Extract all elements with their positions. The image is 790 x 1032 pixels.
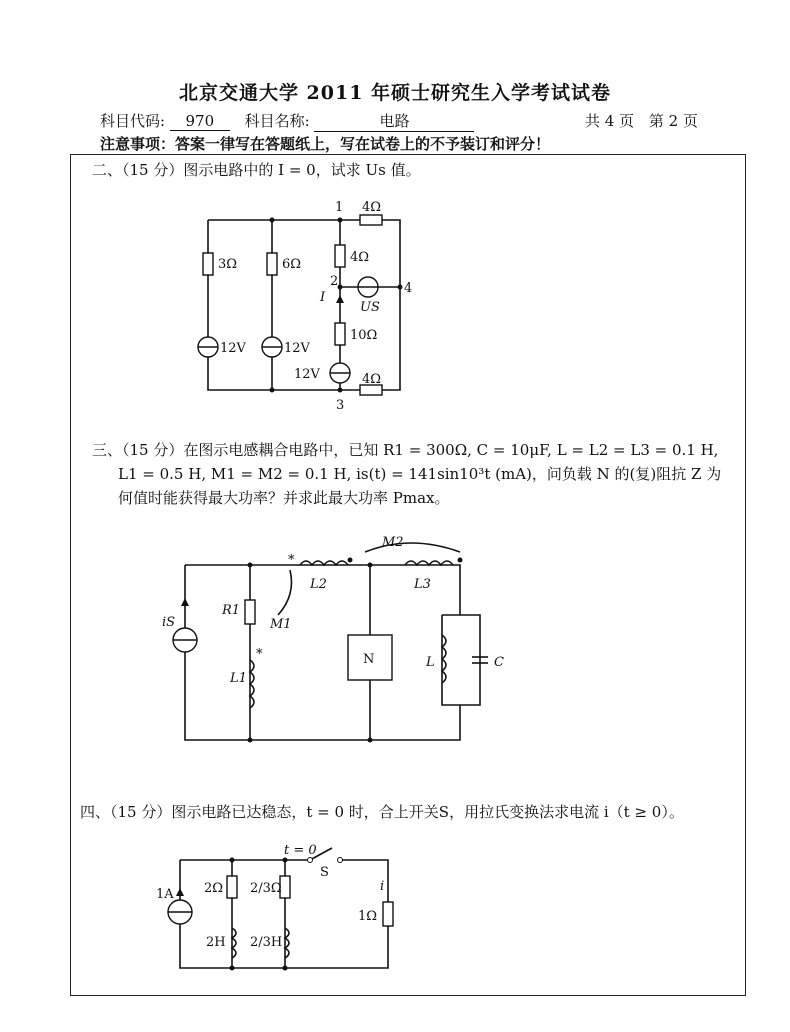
q2-current-arrow-icon (336, 295, 344, 303)
q2-r-left-label: 3Ω (218, 257, 238, 272)
q4-resistor-1ohm (383, 902, 393, 926)
page-info (585, 110, 698, 131)
q2-circuit (190, 195, 430, 415)
q3-dot-l2: * (288, 553, 295, 568)
q3-wire-lc (442, 615, 480, 705)
q3-line2: L1 = 0.5 H, M1 = M2 = 0.1 H, is(t) = 141sin10³t (mA)，问负载 N 的(复)阻抗 Z 为 (118, 465, 722, 483)
q4-r1-label: 2Ω (204, 881, 224, 896)
q3-l1-label: L1 (230, 671, 247, 686)
q4-t0-label: t = 0 (284, 843, 317, 858)
q4-switch-label: S (320, 865, 329, 880)
exam-note: 注意事项：答案一律写在答题纸上，写在试卷上的不予装订和评分！ (100, 135, 551, 153)
q2-node1-label: 1 (335, 200, 344, 215)
q2-r-bottom-label: 4Ω (362, 372, 382, 387)
q3-l3-label: L3 (414, 577, 431, 592)
q3-source-arrow-icon (181, 598, 189, 606)
q2-resistor-4ohm-center (335, 245, 345, 267)
q2-node3-label: 3 (336, 398, 345, 413)
q2-resistor-3ohm (203, 253, 213, 275)
q4-source-arrow-icon (176, 888, 184, 896)
q4-resistor-2ohm (227, 876, 237, 898)
q2-resistor-10ohm (335, 323, 345, 345)
q3-m1-label: M1 (270, 617, 292, 632)
q3-line1: 三、（15 分）在图示电感耦合电路中，已知 R1 = 300Ω, C = 10μF, L = L2 = L3 = 0.1 H, (92, 441, 719, 459)
q2-v-left-label: 12V (220, 341, 246, 356)
q3-m2-arrow (365, 543, 460, 552)
q2-text: 二、（15 分）图示电路中的 I = 0，试求 Us 值。 (92, 161, 421, 179)
q3-resistor-r1 (245, 600, 255, 624)
page-total: 共 4 页 (585, 112, 635, 130)
subject-code: 970 (170, 112, 230, 131)
q3-circuit (160, 530, 504, 755)
q2-r-center-label: 4Ω (350, 250, 370, 265)
subject-code-label: 科目代码: (100, 112, 166, 130)
q2-r-top-label: 4Ω (362, 200, 382, 215)
page-number: 第 2 页 (648, 112, 698, 130)
q3-c-label: C (494, 655, 504, 670)
q2-current-label: I (320, 290, 326, 305)
q4-i-label: i (380, 879, 385, 894)
q3-r1-label: R1 (222, 603, 241, 618)
q2-resistor-4ohm-top (360, 215, 382, 225)
subject-name: 电路 (314, 110, 474, 132)
q3-l-label: L (426, 655, 435, 670)
exam-title: 北京交通大学 2011 年硕士研究生入学考试试卷 (178, 82, 612, 104)
q4-r3-label: 1Ω (358, 909, 378, 924)
q4-l2-label: 2/3H (250, 935, 283, 950)
q3-l2-label: L2 (310, 577, 327, 592)
subject-code-row (100, 110, 474, 132)
q4-l1-label: 2H (206, 935, 226, 950)
q2-node2-label: 2 (330, 274, 339, 289)
q3-is-label: iS (162, 615, 176, 630)
q2-resistor-6ohm (267, 253, 277, 275)
q4-circuit (156, 840, 400, 980)
q2-node4-label: 4 (404, 281, 413, 296)
q2-v-mid-label: 12V (284, 341, 310, 356)
q3-m1-arrow (278, 570, 292, 615)
q4-text: 四、（15 分）图示电路已达稳态，t = 0 时，合上开关S，用拉氏变换法求电流 i（t ≥ 0）。 (80, 803, 684, 821)
q2-v-center-label: 12V (294, 367, 320, 382)
q3-n-label: N (363, 652, 375, 667)
q3-line3: 何值时能获得最大功率？并求此最大功率 Pmax。 (118, 489, 450, 507)
q3-dot-l1: * (256, 647, 263, 662)
q2-r-mid-label: 6Ω (282, 257, 302, 272)
subject-name-label: 科目名称: (244, 112, 310, 130)
q4-r2-label: 2/3Ω (250, 881, 282, 896)
q4-source-label: 1A (156, 887, 174, 902)
q2-us-label: US (360, 300, 380, 315)
q2-r-10-label: 10Ω (350, 328, 378, 343)
q3-m2-label: M2 (382, 535, 404, 550)
